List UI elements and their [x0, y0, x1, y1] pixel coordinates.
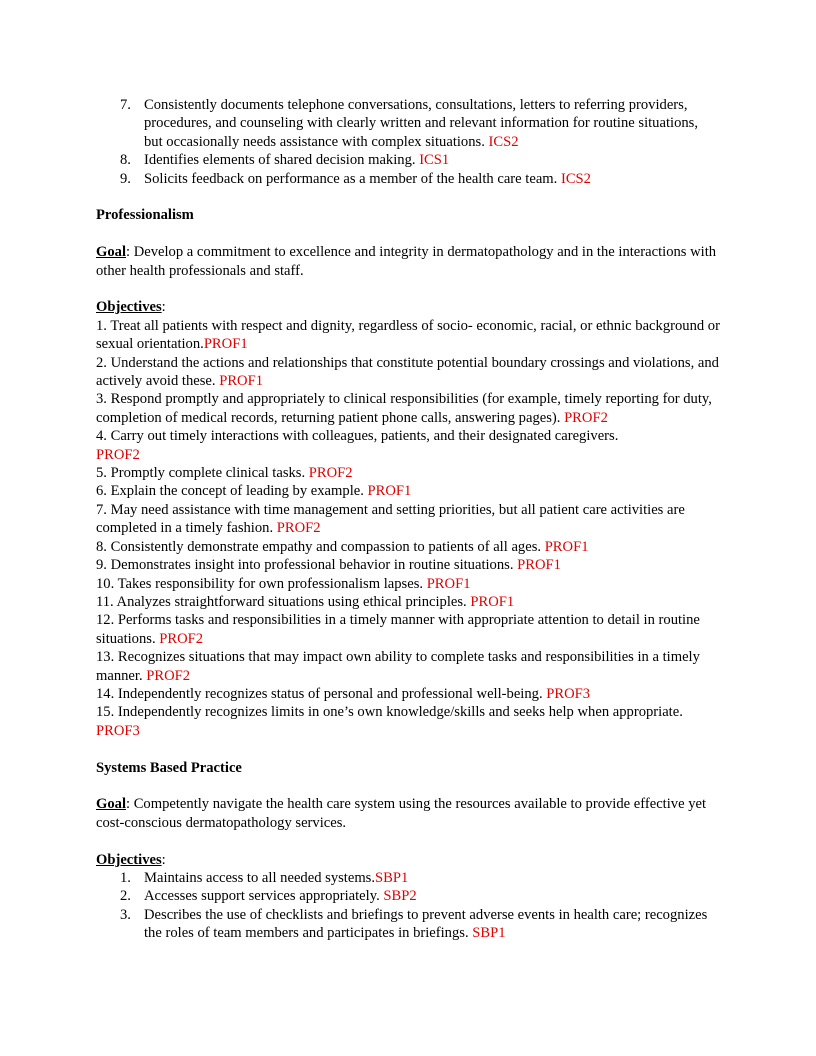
item-text: Consistently documents telephone conversations, consultations, letters to referring providers, procedures, and counseling with clearly written and relevant information for routine situations, but occasionally needs assistance with complex situations.: [144, 97, 698, 150]
item-number: 7.: [120, 97, 131, 113]
section-heading-systems-based-practice: Systems Based Practice: [96, 759, 242, 776]
item-text: Accesses support services appropriately.: [144, 888, 384, 905]
item-text: 7. May need assistance with time management and setting priorities, but all patient care activities are completed in a timely fashion.: [96, 501, 685, 537]
competency-code: PROF1: [470, 593, 515, 610]
objectives-heading: [96, 851, 720, 869]
item-number: 2.: [120, 888, 131, 905]
goal-label: Goal: [96, 796, 126, 813]
list-item: [96, 538, 720, 556]
list-item: [96, 887, 720, 905]
goal-label: Goal: [96, 244, 126, 261]
objectives-heading: [96, 298, 720, 316]
competency-code: PROF2: [146, 667, 191, 684]
list-item: [96, 427, 720, 464]
item-text: 3. Respond promptly and appropriately to clinical responsibilities (for example, timely reporting for duty, completion of medical records, returning patient phone calls, answering pages).: [96, 391, 712, 426]
document-page: [96, 96, 720, 943]
sbp-goal: [96, 795, 720, 832]
objectives-label: Objectives: [96, 299, 162, 316]
list-item: [96, 354, 720, 391]
list-item: [96, 869, 720, 887]
competency-code: PROF1: [219, 373, 264, 390]
list-item: [96, 593, 720, 611]
competency-code: PROF3: [96, 722, 140, 739]
competency-code: ICS2: [560, 170, 591, 187]
list-item: [96, 151, 720, 169]
item-text: 9. Demonstrates insight into professional behavior in routine situations.: [96, 557, 518, 574]
competency-code: ICS2: [488, 133, 519, 150]
objectives-label: Objectives: [96, 851, 162, 868]
list-item: [96, 482, 720, 500]
item-text: 6. Explain the concept of leading by example.: [96, 483, 368, 500]
objectives-colon: :: [161, 299, 166, 316]
competency-code: PROF2: [276, 520, 321, 537]
list-item: [96, 170, 720, 188]
list-item: [96, 390, 720, 427]
list-item: [96, 556, 720, 574]
professionalism-objectives-list: [96, 317, 720, 740]
item-text: Solicits feedback on performance as a member of the health care team.: [144, 170, 561, 187]
competency-code: PROF1: [203, 336, 248, 353]
item-number: 9.: [120, 170, 131, 187]
list-item: [96, 703, 720, 740]
list-item: [96, 611, 720, 648]
item-number: 1.: [120, 869, 131, 886]
competency-code: PROF1: [544, 538, 589, 555]
list-item: [96, 317, 720, 354]
communication-objectives-list: [96, 96, 720, 188]
list-item: [96, 648, 720, 685]
list-item: [96, 501, 720, 538]
item-text: Describes the use of checklists and briefings to prevent adverse events in health care; recognizes the roles of team members and participates in briefings.: [144, 906, 708, 942]
competency-code: SBP1: [472, 925, 506, 942]
competency-code: PROF2: [308, 465, 353, 482]
goal-text: : Competently navigate the health care system using the resources available to provide effective yet cost-conscious dermatopathology services.: [96, 796, 707, 831]
item-text: 14. Independently recognizes status of personal and professional well-being.: [96, 685, 547, 702]
competency-code: PROF3: [546, 685, 591, 702]
list-item: [96, 906, 720, 943]
competency-code: PROF2: [564, 409, 608, 426]
competency-code: SBP2: [383, 888, 417, 905]
competency-code: ICS1: [419, 152, 450, 169]
goal-text: : Develop a commitment to excellence and integrity in dermatopathology and in the interactions with other health professionals and staff.: [96, 244, 717, 279]
list-item: [96, 575, 720, 593]
competency-code: SBP1: [375, 869, 409, 886]
item-text: 8. Consistently demonstrate empathy and compassion to patients of all ages.: [96, 538, 545, 555]
item-text: 13. Recognizes situations that may impact own ability to complete tasks and responsibilities in a timely manner.: [96, 649, 700, 684]
competency-code: PROF1: [367, 483, 412, 500]
item-text: 12. Performs tasks and responsibilities in a timely manner with appropriate attention to detail in routine situations.: [96, 612, 700, 647]
item-text: 2. Understand the actions and relationships that constitute potential boundary crossings and violations, and actively avoid these.: [96, 354, 719, 390]
item-text: 5. Promptly complete clinical tasks.: [96, 465, 309, 482]
list-item: [96, 685, 720, 703]
item-number: 8.: [120, 152, 131, 169]
item-text: Identifies elements of shared decision making.: [144, 152, 420, 169]
item-number: 3.: [120, 906, 131, 923]
competency-code: PROF1: [517, 557, 561, 574]
sbp-objectives-list: [96, 869, 720, 943]
competency-code: PROF1: [426, 575, 471, 592]
section-heading-professionalism: Professionalism: [96, 207, 194, 224]
item-text: 15. Independently recognizes limits in one’s own knowledge/skills and seeks help when appropriate.: [96, 704, 683, 721]
competency-code: PROF2: [96, 446, 140, 463]
objectives-colon: :: [161, 851, 166, 868]
item-text: Maintains access to all needed systems.: [144, 869, 376, 886]
list-item: [96, 96, 720, 151]
list-item: [96, 464, 720, 482]
item-text: 11. Analyzes straightforward situations using ethical principles.: [96, 593, 471, 610]
item-text: 4. Carry out timely interactions with colleagues, patients, and their designated caregivers.: [96, 428, 619, 445]
item-text: 1. Treat all patients with respect and dignity, regardless of socio- economic, racial, or ethnic background or sexual orientation.: [96, 317, 720, 353]
professionalism-goal: [96, 243, 720, 280]
item-text: 10. Takes responsibility for own professionalism lapses.: [96, 575, 427, 592]
competency-code: PROF2: [159, 630, 204, 647]
